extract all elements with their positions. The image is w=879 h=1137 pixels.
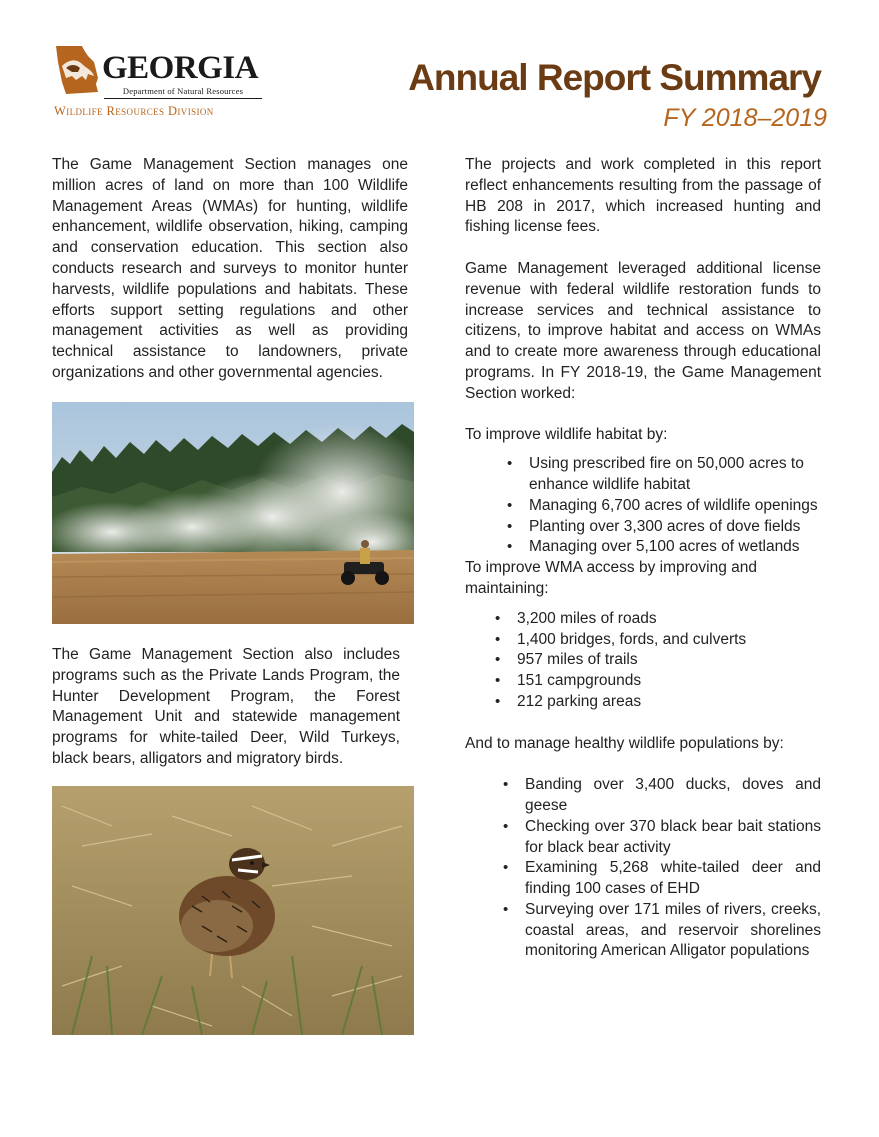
logo-department: Department of Natural Resources (104, 86, 262, 99)
access-heading: To improve WMA access by improving and maintaining: (465, 559, 758, 597)
list-item: • Examining 5,268 white-tailed deer and finding 100 cases of EHD (525, 858, 821, 900)
prescribed-fire-photo (52, 402, 414, 624)
report-subtitle: FY 2018–2019 (663, 104, 827, 132)
report-title: Annual Report Summary (408, 57, 821, 98)
list-item: • 3,200 miles of roads (517, 609, 817, 630)
list-item: • 151 campgrounds (517, 671, 817, 692)
hb208-paragraph: The projects and work completed in this report reflect enhancements resulting from the passage of HB 208 in 2017, which increased hunting and fishing license fees. (465, 156, 821, 236)
license-revenue-paragraph: Game Management leveraged additional license revenue with federal wildlife restoration funds to increase services and technical assistance to citizens, to improve habitat and access on WMAs and to create more awareness through educational programs. In FY 2018-19, the Game Management Section worked: (465, 259, 821, 402)
intro-paragraph: The Game Management Section manages one million acres of land on more than 100 Wildlife Management Areas (WMAs) for hunting, wildlife enhancement, wildlife observation, hiking, camping and conservation education. This section also conducts research and surveys to monitor hunter harvests, wildlife populations and habitats. These efforts support setting regulations and other management activities as well as providing technical assistance to landowners, private organizations and other governmental agencies. (52, 156, 408, 381)
list-item: • Banding over 3,400 ducks, doves and geese (525, 775, 821, 817)
list-item: • Managing over 5,100 acres of wetlands (529, 537, 821, 558)
list-item: • 1,400 bridges, fords, and culverts (517, 630, 817, 651)
logo-state-name: GEORGIA (102, 50, 259, 86)
bobwhite-quail-photo (52, 786, 414, 1035)
list-item: • 212 parking areas (517, 692, 817, 713)
logo-division: Wildlife Resources Division (54, 104, 214, 118)
list-item: • Surveying over 171 miles of rivers, creeks, coastal areas, and reservoir shorelines monitoring American Alligator populations (525, 900, 821, 962)
population-heading: And to manage healthy wildlife populations by: (465, 734, 784, 752)
list-item: • Using prescribed fire on 50,000 acres to enhance wildlife habitat (529, 454, 821, 496)
prescribed-fire-image (52, 402, 414, 624)
right-column (465, 155, 821, 962)
gadnr-logo (52, 44, 264, 122)
access-list (517, 609, 817, 713)
population-list (525, 775, 821, 962)
habitat-list (529, 454, 821, 558)
list-item: • Checking over 370 black bear bait stations for black bear activity (525, 817, 821, 859)
list-item: • Planting over 3,300 acres of dove fields (529, 517, 821, 538)
georgia-state-outline-icon (52, 44, 100, 96)
habitat-heading: To improve wildlife habitat by: (465, 426, 668, 444)
programs-paragraph: The Game Management Section also includes programs such as the Private Lands Program, the Hunter Development Program, the Forest Management Unit and statewide management programs for white-tailed Deer, Wild Turkeys, black bears, alligators and migratory birds. (52, 646, 400, 767)
list-item: • 957 miles of trails (517, 650, 817, 671)
list-item: • Managing 6,700 acres of wildlife openings (529, 496, 821, 517)
quail-image (52, 786, 414, 1035)
